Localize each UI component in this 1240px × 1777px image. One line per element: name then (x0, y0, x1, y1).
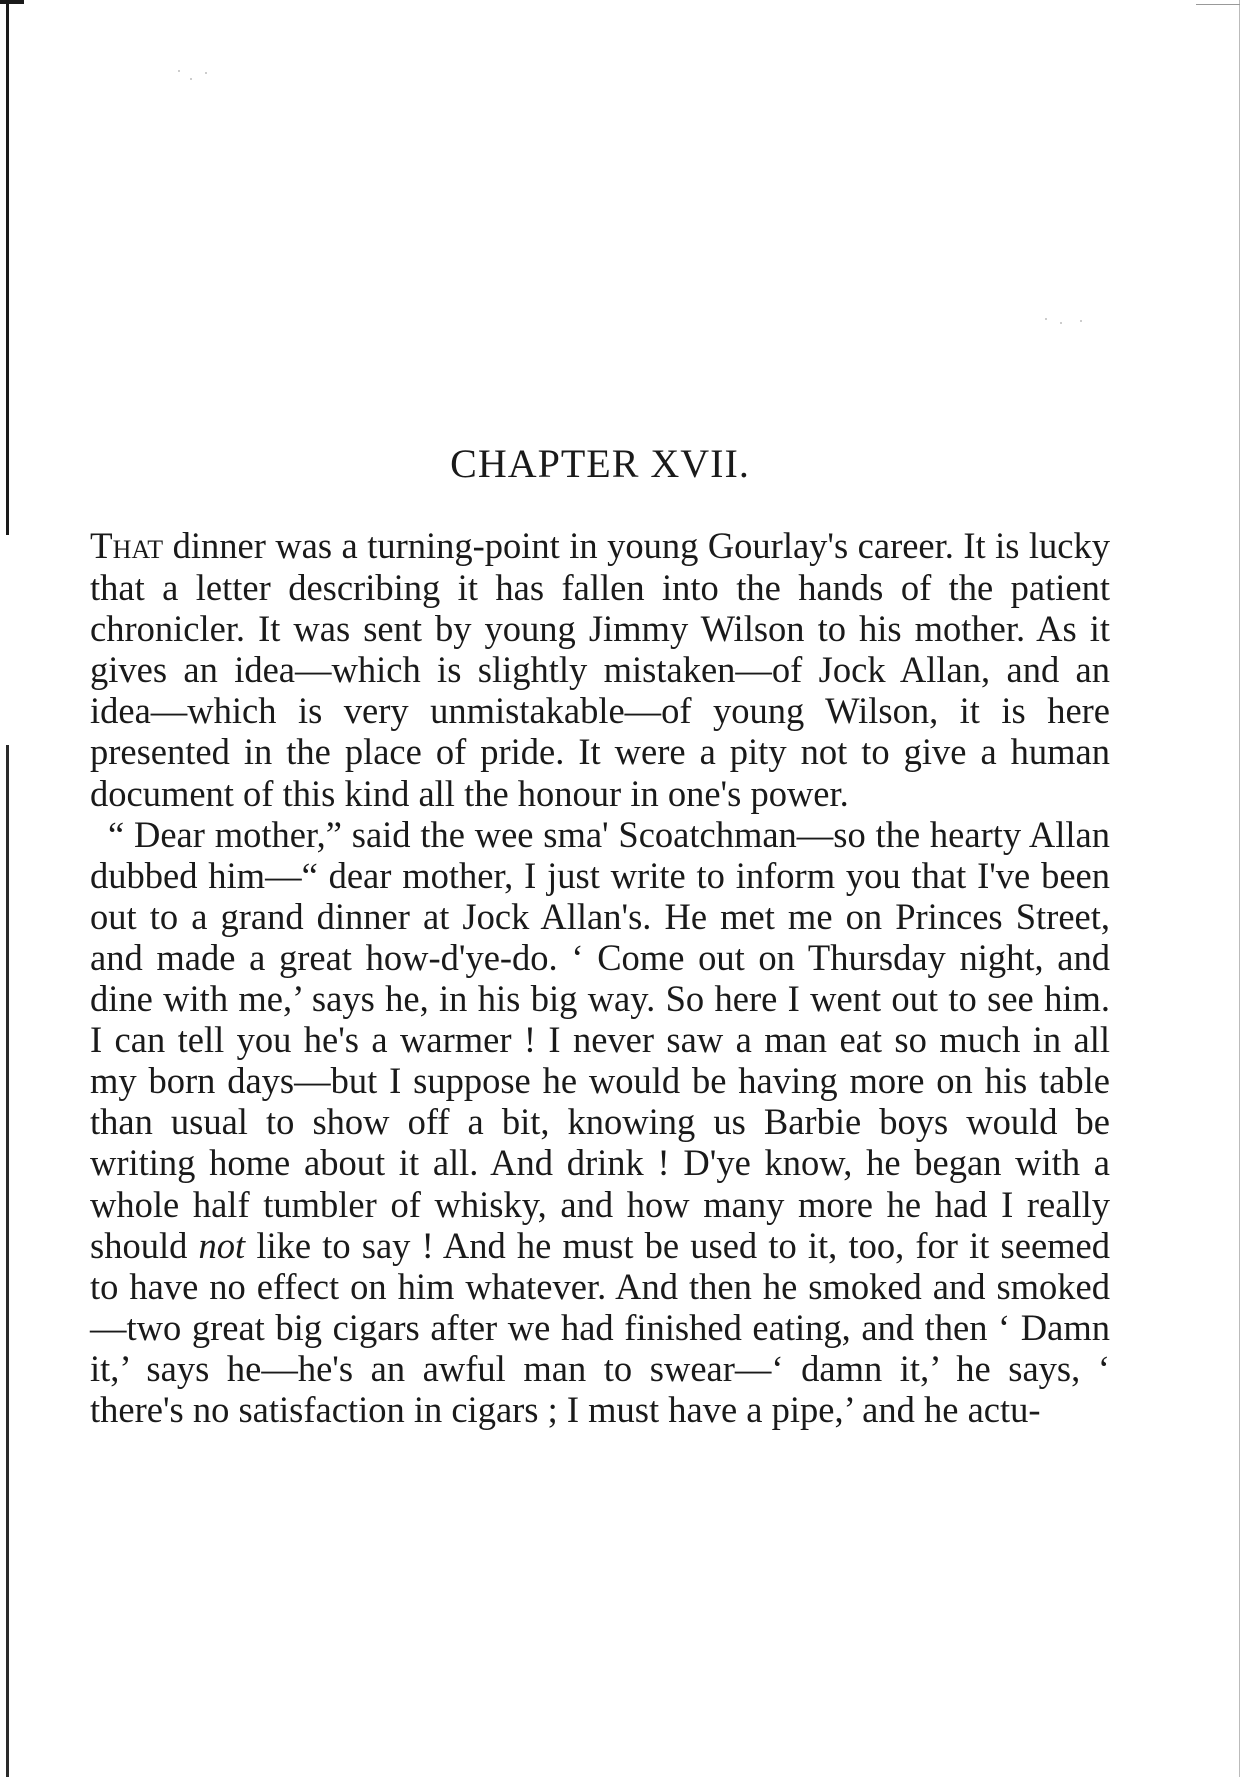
scan-speck (205, 72, 207, 74)
scan-speck (178, 70, 180, 72)
page-edge-left-lower (6, 745, 9, 1777)
scan-speck (190, 78, 192, 80)
paragraph-opening (90, 525, 1110, 814)
chapter-body (90, 525, 1110, 1430)
scan-speck (1060, 322, 1062, 324)
opening-paragraph-text: dinner was a turning-point in young Gourlay's career. It is lucky that a letter describing it has fallen into the hands of the patient chronicler. It was sent by young Jimmy Wilson to his mother. As it gives an idea—which is slightly mistaken—of Jock Allan, and an idea—which is very unmistakable—of young Wilson, it is here presented in the place of pride. It were a pity not to give a human document of this kind all the honour in one's power. (90, 525, 1110, 814)
scan-speck (1080, 320, 1082, 322)
letter-emphasis: not (198, 1224, 246, 1266)
page-edge-mark-top (0, 0, 24, 4)
chapter-title: CHAPTER XVII. (450, 441, 750, 486)
page-edge-mark-top-right (1196, 4, 1240, 5)
scan-speck (1045, 318, 1047, 320)
opening-word: That (90, 526, 164, 567)
letter-text-before: “ Dear mother,” said the wee sma' Scoatchman—so the hearty Allan dubbed him—“ dear mother, I just write to inform you that I've been out to a grand dinner at Jock Allan's. He met me on Princes Street, and made a great how-d'ye-do. ‘ Come out on Thursday night, and dine with me,’ says he, in his big way. So here I went out to see him. I can tell you he's a warmer ! I never saw a man eat so much in all my born days—but I suppose he would be having more on his table than usual to show off a bit, knowing us Barbie boys would be writing home about it all. And drink ! D'ye know, he began with a whole half tumbler of whisky, and how many more he had I really should (90, 813, 1110, 1266)
paragraph-letter (90, 814, 1110, 1430)
letter-text-after: like to say ! And he must be used to it, too, for it seemed to have no effect on him whatever. And then he smoked and smoked—two great big cigars after we had finished eating, and then ‘ Damn it,’ says he—he's an awful man to swear—‘ damn it,’ he says, ‘ there's no satisfaction in cigars ; I must have a pipe,’ and he actu- (90, 1224, 1110, 1430)
